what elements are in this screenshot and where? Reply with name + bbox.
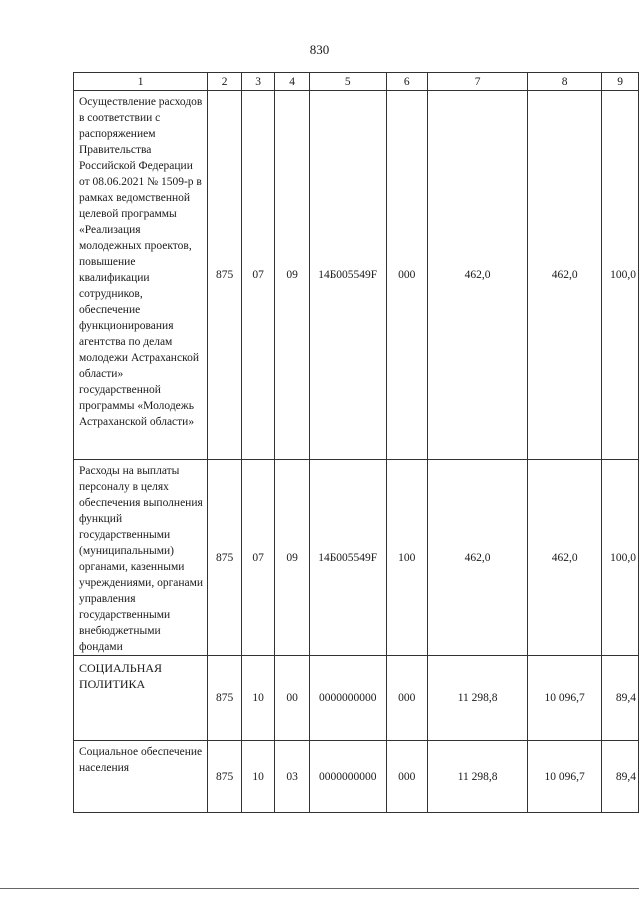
- header-row: [74, 73, 639, 91]
- cell-section: 10: [241, 656, 275, 741]
- row-description: Социальное обеспечение населения: [74, 741, 208, 813]
- cell-ministry-code: 875: [208, 741, 242, 813]
- row-description: Осуществление расходов в соответствии с распоряжением Правительства Российской Федерации от 08.06.2021 № 1509-р в рамках ведомственной целевой программы «Реализация молодежных проектов, повышение квалификации сотрудников, обеспечение функционирования агентства по делам молодежи Астраханской области» государственной программы «Молодежь Астраханской области»: [74, 91, 208, 460]
- table-row: [74, 91, 639, 460]
- cell-ministry-code: 875: [208, 460, 242, 656]
- cell-expense-type: 000: [386, 741, 427, 813]
- cell-section: 07: [241, 91, 275, 460]
- cell-execution-percent: 100,0: [602, 460, 639, 656]
- header-cell: 2: [208, 73, 242, 91]
- cell-planned-amount: 462,0: [427, 460, 527, 656]
- cell-expense-type: 000: [386, 656, 427, 741]
- cell-expense-type: 100: [386, 460, 427, 656]
- cell-subsection: 00: [275, 656, 309, 741]
- cell-ministry-code: 875: [208, 656, 242, 741]
- cell-executed-amount: 10 096,7: [528, 741, 602, 813]
- cell-execution-percent: 89,4: [602, 741, 639, 813]
- header-cell: 9: [602, 73, 639, 91]
- cell-subsection: 09: [275, 460, 309, 656]
- cell-executed-amount: 10 096,7: [528, 656, 602, 741]
- cell-target-article: 14Б005549F: [309, 460, 386, 656]
- cell-target-article: 0000000000: [309, 656, 386, 741]
- cell-executed-amount: 462,0: [528, 460, 602, 656]
- header-cell: 3: [241, 73, 275, 91]
- cell-subsection: 03: [275, 741, 309, 813]
- cell-section: 10: [241, 741, 275, 813]
- header-cell: 4: [275, 73, 309, 91]
- bottom-rule: [0, 888, 639, 889]
- row-description: Расходы на выплаты персоналу в целях обеспечения выполнения функций государственными (муниципальными) органами, казенными учреждениями, органами управления государственными внебюджетными фондами: [74, 460, 208, 656]
- budget-table: [73, 72, 639, 813]
- row-description: СОЦИАЛЬНАЯ ПОЛИТИКА: [74, 656, 208, 741]
- cell-planned-amount: 462,0: [427, 91, 527, 460]
- cell-planned-amount: 11 298,8: [427, 656, 527, 741]
- cell-execution-percent: 89,4: [602, 656, 639, 741]
- cell-ministry-code: 875: [208, 91, 242, 460]
- cell-planned-amount: 11 298,8: [427, 741, 527, 813]
- table-row: [74, 656, 639, 741]
- cell-section: 07: [241, 460, 275, 656]
- cell-expense-type: 000: [386, 91, 427, 460]
- header-cell: 7: [427, 73, 527, 91]
- cell-target-article: 14Б005549F: [309, 91, 386, 460]
- page-number: 830: [309, 42, 330, 57]
- header-cell: 1: [74, 73, 208, 91]
- header-cell: 6: [386, 73, 427, 91]
- cell-executed-amount: 462,0: [528, 91, 602, 460]
- table-row: [74, 741, 639, 813]
- header-cell: 8: [528, 73, 602, 91]
- table-row: [74, 460, 639, 656]
- cell-target-article: 0000000000: [309, 741, 386, 813]
- cell-execution-percent: 100,0: [602, 91, 639, 460]
- header-cell: 5: [309, 73, 386, 91]
- cell-subsection: 09: [275, 91, 309, 460]
